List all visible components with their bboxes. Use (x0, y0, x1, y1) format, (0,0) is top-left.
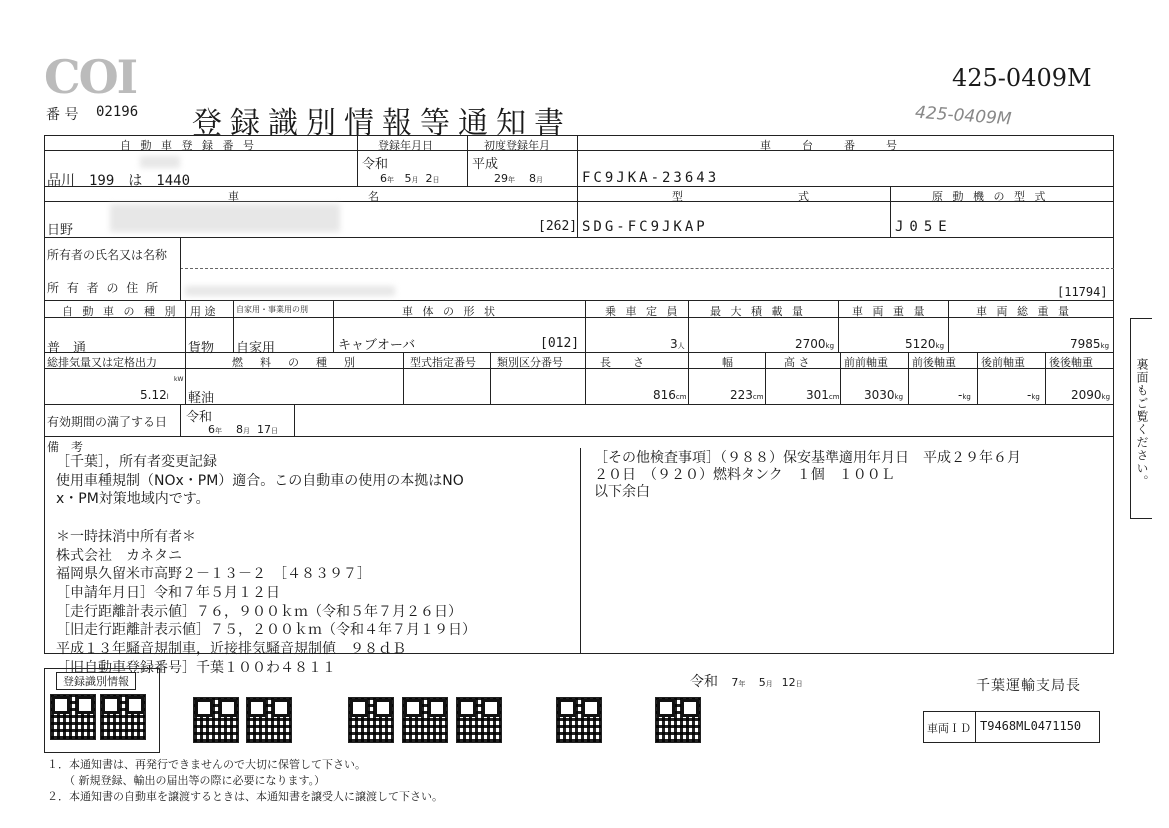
remark-line: ［千葉］，所有者変更記録 (56, 454, 217, 470)
remark-line: 使用車種規制（NOx・PM）適合。この自動車の使用の本拠はNO (56, 472, 464, 489)
type-designation-header: 型式指定番号 (410, 356, 476, 369)
side-note: 裏面もご覧ください。 (1135, 358, 1149, 488)
registration-date-header: 登録年月日 (378, 139, 433, 152)
remarks-right (594, 450, 1021, 501)
vehicle-id-value: T9468ML0471150 (980, 719, 1082, 733)
engine-type-value: J05E (895, 219, 953, 235)
qr-code (246, 697, 292, 743)
front-rear-axle-header: 前後軸重 (912, 356, 956, 369)
max-load-value: 2700kg (795, 337, 835, 351)
use-header: 用 途 (190, 305, 216, 318)
qr-code (50, 694, 96, 740)
body-shape-code: [012] (540, 336, 580, 351)
qr-code (402, 697, 448, 743)
qr-code (456, 697, 502, 743)
owner-address-code: [11794] (1057, 285, 1108, 299)
fuel-type-header: 燃 料 の 種 別 (232, 356, 358, 369)
remarks-left (56, 453, 476, 677)
qr-code (100, 694, 146, 740)
handwritten-reference: 425-0409M (914, 102, 1013, 130)
owner-address-label: 所 有 者 の 住 所 (47, 281, 161, 295)
model-header: 型 式 (672, 190, 812, 203)
issue-date: 令和 7年 5月 12日 (690, 674, 803, 690)
vehicle-id-label: 車両ＩＤ (927, 722, 971, 735)
registration-date: 6年 5月 2日 (380, 172, 440, 185)
displacement-value: 5.12l (140, 388, 169, 402)
serial-label: 番 号 (46, 107, 79, 123)
remark-line: 福岡県久留米市高野２－１３－２ ［４８３９７］ (56, 566, 371, 583)
maker-name: 日野 (47, 223, 74, 238)
capacity-header: 乗 車 定 員 (605, 305, 681, 318)
remark-line: ［走行距離計表示値］７６，９００ｋｍ（令和５年７月２６日） (56, 603, 462, 620)
front-front-axle-value: 3030kg (864, 388, 904, 402)
body-shape-header: 車 体 の 形 状 (402, 305, 498, 318)
remark-line: ２０日 （９２０）燃料タンク １個 １００Ｌ (594, 467, 895, 483)
model-value: SDG-FC9JKAP (582, 219, 708, 235)
length-header: 長 さ (600, 356, 644, 369)
rear-rear-axle-value: 2090kg (1071, 388, 1111, 402)
vehicle-weight-value: 5120kg (905, 337, 945, 351)
remark-line: ［旧自動車登録番号］千葉１００わ４８１１ (56, 659, 336, 676)
gross-weight-value: 7985kg (1070, 337, 1110, 351)
remark-line (56, 509, 476, 528)
vin-value: FC9JKA-23643 (582, 170, 720, 186)
vehicle-weight-header: 車 両 重 量 (852, 305, 928, 318)
length-value: 816cm (653, 388, 687, 402)
footer-note-3: ２．本通知書の自動車を譲渡するときは、本通知書を譲受人に譲渡して下さい。 (47, 790, 443, 803)
fuel-type-value: 軽油 (188, 391, 215, 406)
remark-line: ［その他検査事項］（９８８）保安基準適用年月日 平成２９年６月 (594, 450, 1021, 466)
maker-code: [262] (538, 219, 578, 234)
first-registration-era: 平成 (472, 157, 499, 172)
displacement-header: 総排気量又は定格出力 (47, 356, 157, 369)
vin-header: 車 台 番 号 (760, 139, 900, 152)
expiry-era: 令和 (186, 410, 213, 425)
private-use: 自家用 (236, 341, 276, 356)
expiry-label: 有効期間の満了する日 (47, 415, 168, 429)
kw-unit: kW (174, 376, 184, 383)
remark-line: ［旧走行距離計表示値］７５，２００ｋｍ（令和４年７月１９日） (56, 622, 476, 639)
issuing-office: 千葉運輸支局長 (976, 678, 1081, 694)
gross-weight-header: 車 両 総 重 量 (976, 305, 1072, 318)
vehicle-use: 貨物 (188, 341, 215, 356)
private-business-header: 自家用・事業用の別 (236, 305, 308, 314)
qr-code (556, 697, 602, 743)
remark-line: ［申請年月日］令和７年５月１２日 (56, 584, 280, 601)
document-title: 登録識別情報等通知書 (192, 106, 572, 141)
width-value: 223cm (730, 388, 764, 402)
first-registration-header: 初度登録年月 (484, 139, 550, 152)
registration-era: 令和 (362, 157, 389, 172)
remark-line: 以下余白 (594, 484, 650, 500)
serial-number: 02196 (96, 104, 139, 120)
license-plate: 品川 199 は 1440 (47, 173, 191, 189)
redaction (140, 156, 180, 168)
remark-line: ＊一時抹消中所有者＊ (56, 528, 196, 545)
redaction (185, 286, 395, 296)
document-reference: 425-0409M (952, 64, 1092, 92)
remark-line: 株式会社 カネタニ (56, 547, 182, 564)
remarks-label: 備 考 (47, 440, 84, 454)
remark-line: 平成１３年騒音規制車，近接排気騒音規制値 ９８ｄＢ (56, 641, 406, 658)
remark-line: x・PM対策地域内です。 (56, 491, 210, 508)
engine-type-header: 原 動 機 の 型 式 (932, 190, 1049, 203)
width-header: 幅 (722, 356, 733, 369)
expiry-date: 6年 8月 17日 (208, 423, 278, 436)
qr-code (348, 697, 394, 743)
body-shape: キャブオーバ (338, 338, 416, 353)
height-value: 301cm (806, 388, 840, 402)
rear-rear-axle-header: 後後軸重 (1049, 356, 1093, 369)
rear-front-axle-value: -kg (1027, 388, 1040, 402)
identification-label: 登録識別情報 (56, 672, 136, 690)
classification-header: 類別区分番号 (497, 356, 563, 369)
height-header: 高 さ (784, 356, 810, 369)
owner-name-label: 所有者の氏名又は名称 (47, 248, 168, 262)
front-front-axle-header: 前前軸重 (844, 356, 888, 369)
registration-number-header: 自 動 車 登 録 番 号 (120, 139, 257, 152)
first-registration-date: 29年 8月 (494, 172, 543, 185)
coi-stamp: COI (44, 50, 137, 104)
qr-code (655, 697, 701, 743)
vehicle-kind-header: 自 動 車 の 種 別 (62, 305, 179, 318)
redaction (110, 204, 340, 232)
qr-code (193, 697, 239, 743)
footer-note-2: （ 新規登録、輸出の届出等の際に必要になります。） (64, 774, 326, 787)
vehicle-kind: 普 通 (47, 341, 87, 356)
rear-front-axle-header: 後前軸重 (981, 356, 1025, 369)
capacity-value: 3人 (670, 337, 685, 351)
max-load-header: 最 大 積 載 量 (710, 305, 806, 318)
vehicle-name-header: 車 名 (228, 190, 382, 203)
footer-note-1: １．本通知書は、再発行できませんので大切に保管して下さい。 (47, 758, 366, 771)
front-rear-axle-value: -kg (958, 388, 971, 402)
